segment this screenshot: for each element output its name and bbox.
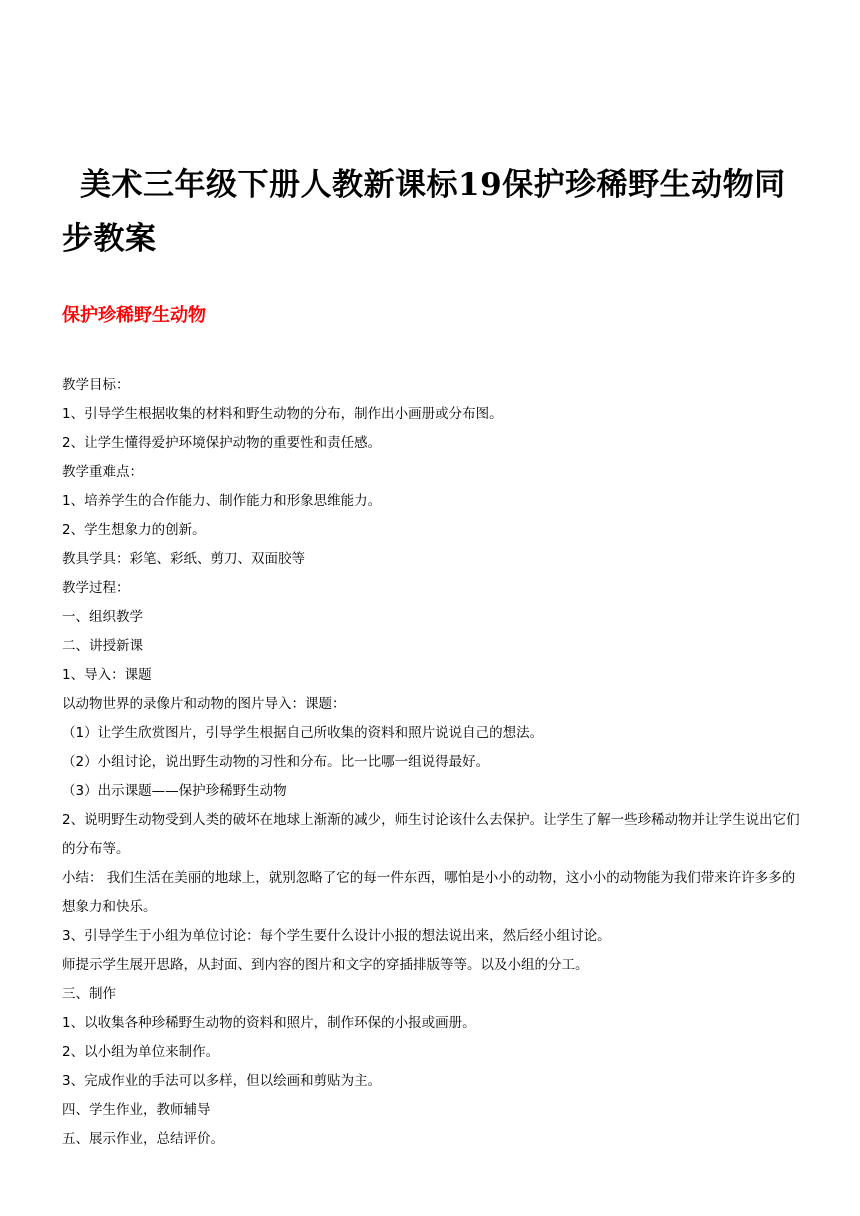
body-line: 师提示学生展开思路，从封面、到内容的图片和文字的穿插排版等等。以及小组的分工。 bbox=[62, 957, 589, 973]
body-line: 1、引导学生根据收集的材料和野生动物的分布，制作出小画册或分布图。 bbox=[62, 406, 503, 422]
body-line: 教学目标： bbox=[62, 377, 130, 393]
body-line: 教学重难点： bbox=[62, 464, 143, 480]
body-line: 1、导入：课题 bbox=[62, 667, 152, 683]
body-line: 2、以小组为单位来制作。 bbox=[62, 1044, 220, 1060]
body-line: 2、让学生懂得爱护环境保护动物的重要性和责任感。 bbox=[62, 435, 382, 451]
body-line: 以动物世界的录像片和动物的图片导入：课题： bbox=[62, 696, 346, 712]
body-line: 四、学生作业，教师辅导 bbox=[62, 1102, 211, 1118]
body-line: 3、完成作业的手法可以多样，但以绘画和剪贴为主。 bbox=[62, 1073, 382, 1089]
document-body bbox=[62, 371, 802, 1154]
body-line: 一、组织教学 bbox=[62, 609, 143, 625]
body-line: 教具学具：彩笔、彩纸、剪刀、双面胶等 bbox=[62, 551, 305, 567]
body-line: 教学过程： bbox=[62, 580, 130, 596]
body-line: 三、制作 bbox=[62, 986, 116, 1002]
body-line: （1）让学生欣赏图片，引导学生根据自己所收集的资料和照片说说自己的想法。 bbox=[62, 725, 544, 741]
body-line: 2、说明野生动物受到人类的破坏在地球上渐渐的减少，师生讨论该什么去保护。让学生了解一些珍稀动物并让学生说出它们的分布等。 bbox=[62, 812, 800, 857]
body-line: 1、培养学生的合作能力、制作能力和形象思维能力。 bbox=[62, 493, 382, 509]
body-line: 小结： 我们生活在美丽的地球上，就别忽略了它的每一件东西，哪怕是小小的动物，这小小的动物能为我们带来许许多多的想象力和快乐。 bbox=[62, 870, 796, 915]
body-line: （2）小组讨论，说出野生动物的习性和分布。比一比哪一组说得最好。 bbox=[62, 754, 490, 770]
body-line: 2、学生想象力的创新。 bbox=[62, 522, 206, 538]
document-title: 美术三年级下册人教新课标19保护珍稀野生动物同步教案 bbox=[62, 167, 786, 257]
section-subtitle: 保护珍稀野生动物 bbox=[62, 305, 206, 326]
body-line: （3）出示课题——保护珍稀野生动物 bbox=[62, 783, 287, 799]
body-line: 3、引导学生于小组为单位讨论：每个学生要什么设计小报的想法说出来，然后经小组讨论。 bbox=[62, 928, 611, 944]
body-line: 1、以收集各种珍稀野生动物的资料和照片，制作环保的小报或画册。 bbox=[62, 1015, 476, 1031]
body-line: 二、讲授新课 bbox=[62, 638, 143, 654]
body-line: 五、展示作业，总结评价。 bbox=[62, 1131, 224, 1147]
